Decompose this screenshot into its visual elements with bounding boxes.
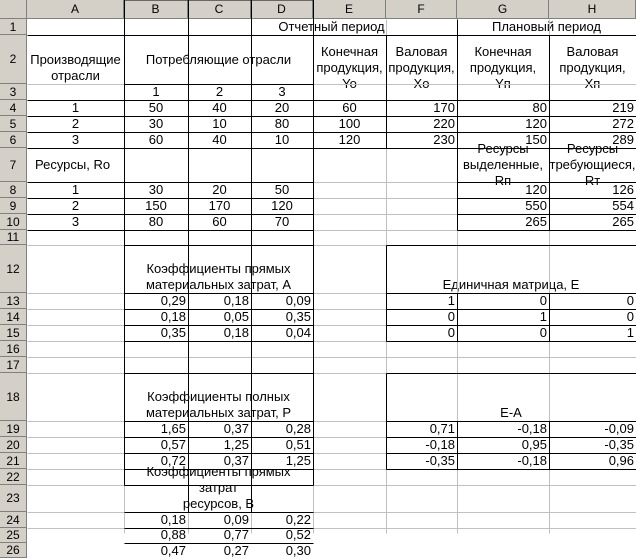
matrix-e-cell[interactable]: 0 (626, 309, 634, 324)
cell-resource-value[interactable]: 150 (145, 198, 167, 213)
matrix-e-minus-a-title[interactable]: Е-А (500, 405, 522, 420)
cell-resource-value[interactable]: 170 (208, 198, 231, 213)
cell-sector-number[interactable]: 1 (71, 100, 80, 115)
row-header-12[interactable]: 12 (0, 245, 27, 293)
cell-resource-rt-value[interactable]: 126 (612, 182, 634, 197)
row-header-6[interactable]: 6 (0, 132, 27, 148)
cell-consuming-sectors[interactable]: Потребляющие отрасли (145, 51, 292, 67)
cell-flow-value[interactable]: 80 (274, 116, 290, 131)
row-header-10[interactable]: 10 (0, 214, 27, 230)
cell-sector-number[interactable]: 2 (71, 116, 80, 131)
matrix-e-cell[interactable]: 0 (539, 293, 547, 308)
matrix-b-cell[interactable]: 0,88 (160, 527, 186, 542)
matrix-e-minus-a-cell[interactable]: -0,18 (517, 453, 547, 468)
cell-flow-value[interactable]: 10 (274, 132, 290, 147)
row-header-15[interactable]: 15 (0, 325, 27, 341)
column-header-G[interactable]: G (457, 0, 549, 19)
matrix-a-cell[interactable]: 0,05 (223, 309, 249, 324)
cell-reporting-period[interactable]: Отчетный период (278, 19, 385, 34)
matrix-e-minus-a-cell[interactable]: -0,35 (604, 437, 634, 452)
matrix-a-cell[interactable]: 0,04 (285, 325, 311, 340)
cell-flow-value[interactable]: 40 (212, 132, 227, 147)
row-header-14[interactable]: 14 (0, 309, 27, 325)
row-header-20[interactable]: 20 (0, 437, 27, 453)
cell-producing-sectors[interactable]: Производящие отрасли (30, 51, 121, 83)
cell-gross-value[interactable]: 220 (433, 116, 455, 131)
matrix-e-cell[interactable]: 0 (539, 325, 547, 340)
row-header-1[interactable]: 1 (0, 19, 27, 35)
matrix-e-minus-a-cell[interactable]: 0,71 (429, 421, 455, 436)
cell-resource-value[interactable]: 70 (274, 214, 290, 229)
cell-final-value[interactable]: 60 (342, 100, 357, 115)
cell-resource-value[interactable]: 60 (212, 214, 227, 229)
matrix-a-cell[interactable]: 0,18 (223, 293, 249, 308)
column-header-A[interactable]: A (27, 0, 124, 19)
matrix-p-cell[interactable]: 0,51 (285, 437, 311, 452)
column-header-B[interactable]: B (124, 0, 188, 19)
cell-gross-product-xp[interactable]: Валовая продукция, Xп (559, 43, 626, 91)
row-header-5[interactable]: 5 (0, 116, 27, 132)
row-header-9[interactable]: 9 (0, 198, 27, 214)
matrix-e-minus-a-cell[interactable]: -0,09 (604, 421, 634, 436)
row-header-4[interactable]: 4 (0, 100, 27, 116)
cell-consumer-3[interactable]: 3 (278, 84, 286, 99)
row-header-3[interactable]: 3 (0, 84, 27, 100)
matrix-e-minus-a-cell[interactable]: -0,35 (425, 453, 455, 468)
matrix-e-cell[interactable]: 0 (447, 309, 455, 324)
cell-resource-number[interactable]: 2 (71, 198, 80, 213)
matrix-a-cell[interactable]: 0,35 (285, 309, 311, 324)
matrix-b-cell[interactable]: 0,22 (285, 512, 311, 527)
cell-consumer-1[interactable]: 1 (152, 84, 160, 99)
cell-planned-final-value[interactable]: 80 (532, 100, 547, 115)
cell-resource-rt-value[interactable]: 265 (612, 214, 634, 229)
matrix-a-cell[interactable]: 0,18 (160, 309, 186, 324)
column-header-C[interactable]: C (188, 0, 251, 19)
cell-resources-rt[interactable]: Ресурсы требующиеся, Rт (549, 141, 636, 188)
column-header-H[interactable]: H (549, 0, 636, 19)
row-header-18[interactable]: 18 (0, 373, 27, 421)
matrix-e-minus-a-cell[interactable]: 0,96 (608, 453, 634, 468)
row-header-19[interactable]: 19 (0, 421, 27, 437)
row-header-2[interactable]: 2 (0, 35, 27, 84)
matrix-e-minus-a-cell[interactable]: -0,18 (425, 437, 455, 452)
matrix-b-cell[interactable]: 0,18 (160, 512, 186, 527)
matrix-p-title[interactable]: Коэффициенты полных материальных затрат, Р (145, 389, 292, 420)
matrix-a-cell[interactable]: 0,35 (160, 325, 186, 340)
row-header-17[interactable]: 17 (0, 357, 27, 373)
cell-resource-rp-value[interactable]: 265 (525, 214, 547, 229)
matrix-a-title[interactable]: Коэффициенты прямых материальных затрат, А (145, 261, 292, 292)
matrix-p-cell[interactable]: 0,28 (285, 421, 311, 436)
matrix-e-cell[interactable]: 0 (626, 293, 634, 308)
row-header-7[interactable]: 7 (0, 148, 27, 182)
row-header-24[interactable]: 24 (0, 512, 27, 528)
cell-final-product-yo[interactable]: Конечная продукция, Yo (316, 43, 383, 91)
cell-resource-value[interactable]: 50 (274, 182, 290, 197)
matrix-b-cell[interactable]: 0,47 (160, 543, 186, 558)
matrix-b-cell[interactable]: 0,27 (223, 543, 249, 558)
cell-flow-value[interactable]: 40 (212, 100, 227, 115)
matrix-b-title[interactable]: Коэффициенты прямых затрат ресурсов, В (146, 464, 291, 511)
row-header-13[interactable]: 13 (0, 293, 27, 309)
cell-sector-number[interactable]: 3 (71, 132, 80, 147)
cell-resource-value[interactable]: 80 (148, 214, 164, 229)
row-header-22[interactable]: 22 (0, 469, 27, 485)
matrix-a-cell[interactable]: 0,09 (285, 293, 311, 308)
matrix-p-cell[interactable]: 0,57 (160, 437, 186, 452)
matrix-e-minus-a-cell[interactable]: 0,95 (521, 437, 547, 452)
column-header-E[interactable]: E (313, 0, 386, 19)
cell-flow-value[interactable]: 20 (274, 100, 290, 115)
matrix-b-cell[interactable]: 0,77 (223, 527, 249, 542)
matrix-a-cell[interactable]: 0,29 (160, 293, 186, 308)
matrix-p-cell[interactable]: 0,37 (223, 421, 249, 436)
cell-resource-value[interactable]: 120 (271, 198, 293, 213)
cell-final-value[interactable]: 100 (338, 116, 361, 131)
matrix-p-cell[interactable]: 0,37 (223, 453, 249, 468)
cell-resource-value[interactable]: 30 (148, 182, 164, 197)
cell-resource-rt-value[interactable]: 554 (612, 198, 634, 213)
matrix-b-cell[interactable]: 0,09 (223, 512, 249, 527)
cell-final-value[interactable]: 120 (338, 132, 361, 147)
row-header-26[interactable]: 26 (0, 543, 27, 558)
cell-resources-ro[interactable]: Ресурсы, Ro (35, 157, 111, 172)
row-header-21[interactable]: 21 (0, 453, 27, 469)
column-header-F[interactable]: F (386, 0, 457, 19)
row-header-23[interactable]: 23 (0, 485, 27, 512)
cell-resource-rp-value[interactable]: 120 (525, 182, 547, 197)
cell-flow-value[interactable]: 50 (148, 100, 164, 115)
matrix-a-cell[interactable]: 0,18 (223, 325, 249, 340)
matrix-e-cell[interactable]: 1 (626, 325, 634, 340)
cell-resource-rp-value[interactable]: 550 (525, 198, 547, 213)
column-header-D[interactable]: D (251, 0, 313, 19)
cell-final-product-yp[interactable]: Конечная продукция, Yп (469, 43, 537, 91)
matrix-e-minus-a-cell[interactable]: -0,18 (517, 421, 547, 436)
matrix-e-cell[interactable]: 1 (539, 309, 547, 324)
select-all-corner[interactable] (0, 0, 27, 19)
matrix-p-cell[interactable]: 1,65 (160, 421, 186, 436)
cell-planned-final-value[interactable]: 120 (525, 116, 547, 131)
matrix-p-cell[interactable]: 0,72 (160, 453, 186, 468)
cell-resources-rp[interactable]: Ресурсы выделенные, Rп (463, 141, 543, 188)
cell-planned-gross-value[interactable]: 272 (612, 116, 634, 131)
matrix-p-cell[interactable]: 1,25 (223, 437, 249, 452)
row-header-25[interactable]: 25 (0, 528, 27, 543)
cell-planned-final-value[interactable]: 150 (525, 132, 547, 147)
cell-flow-value[interactable]: 60 (148, 132, 164, 147)
matrix-e-cell[interactable]: 0 (447, 325, 455, 340)
row-header-8[interactable]: 8 (0, 182, 27, 198)
matrix-b-cell[interactable]: 0,30 (285, 543, 311, 558)
cell-gross-value[interactable]: 230 (433, 132, 455, 147)
matrix-e-cell[interactable]: 1 (447, 293, 455, 308)
matrix-e-title[interactable]: Единичная матрица, Е (442, 277, 580, 292)
cell-planned-gross-value[interactable]: 289 (612, 132, 634, 147)
matrix-p-cell[interactable]: 1,25 (285, 453, 311, 468)
cell-gross-product-xo[interactable]: Валовая продукция, Xo (388, 43, 455, 91)
cell-resource-number[interactable]: 3 (71, 214, 80, 229)
row-header-16[interactable]: 16 (0, 341, 27, 357)
cell-flow-value[interactable]: 10 (212, 116, 227, 131)
cell-flow-value[interactable]: 30 (148, 116, 164, 131)
cell-gross-value[interactable]: 170 (433, 100, 455, 115)
row-header-11[interactable]: 11 (0, 230, 27, 245)
cell-consumer-2[interactable]: 2 (215, 84, 224, 99)
cell-planned-period[interactable]: Плановый период (492, 19, 601, 34)
cell-resource-value[interactable]: 20 (212, 182, 227, 197)
cell-planned-gross-value[interactable]: 219 (612, 100, 634, 115)
cell-resource-number[interactable]: 1 (71, 182, 80, 197)
matrix-b-cell[interactable]: 0,52 (285, 527, 311, 542)
